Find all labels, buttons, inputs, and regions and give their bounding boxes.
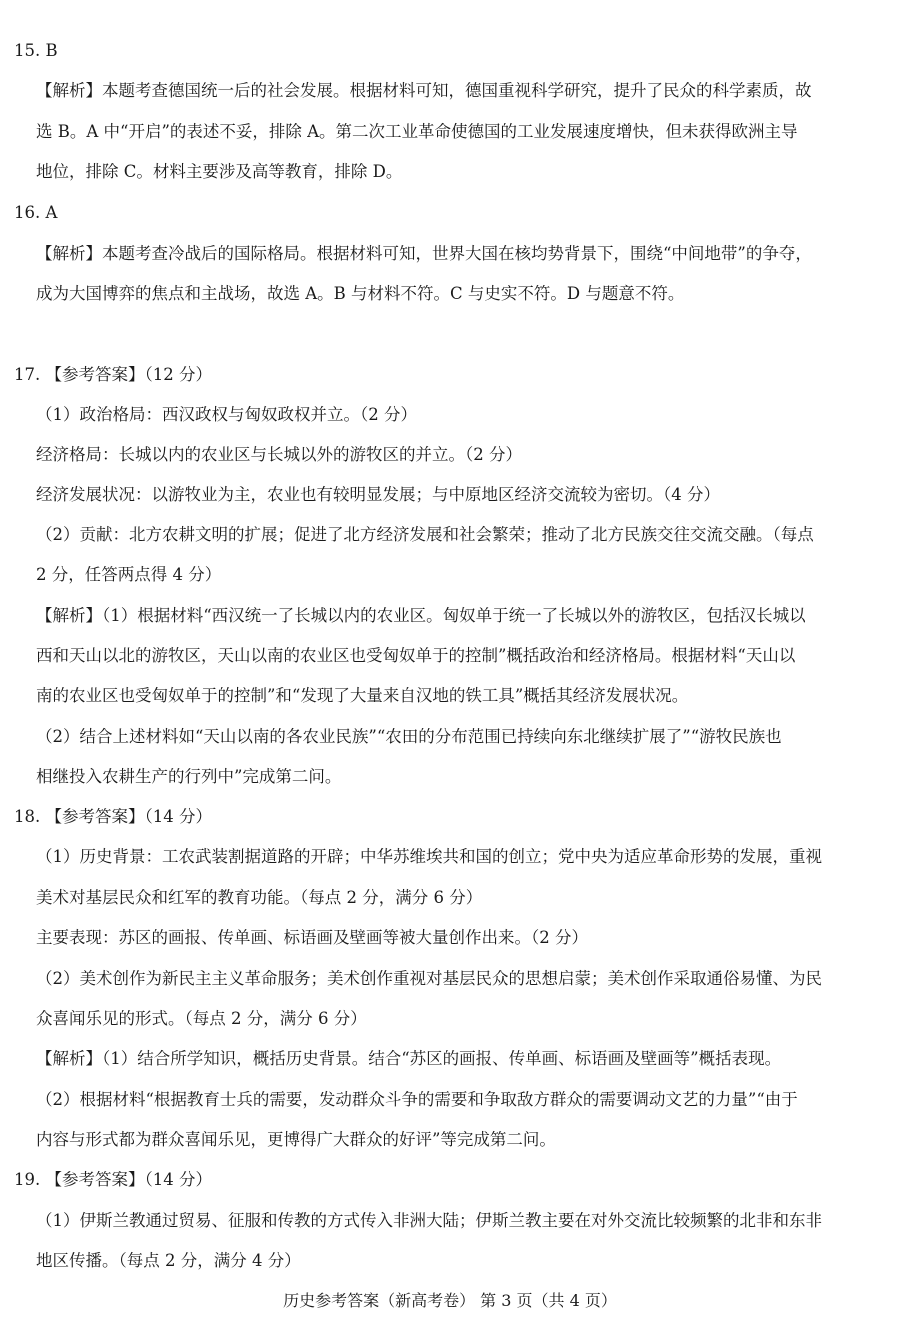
q18-line-6: 【解析】（1）结合所学知识，概括历史背景。结合“苏区的画报、传单画、标语画及壁画等”概括表现。 bbox=[36, 1049, 782, 1068]
page-footer: 历史参考答案（新高考卷） 第 3 页（共 4 页） bbox=[283, 1291, 617, 1310]
q17-line-2: 经济格局：长城以内的农业区与长城以外的游牧区的并立。（2 分） bbox=[36, 445, 522, 464]
q18-line-4: （2）美术创作为新民主主义革命服务；美术创作重视对基层民众的思想启蒙；美术创作采取通俗易懂、为民 bbox=[36, 969, 822, 988]
q17-line-10: 相继投入农耕生产的行列中”完成第二问。 bbox=[36, 767, 342, 786]
q18-line-2: 美术对基层民众和红军的教育功能。（每点 2 分，满分 6 分） bbox=[36, 888, 483, 907]
q17-line-6: 【解析】（1）根据材料“西汉统一了长城以内的农业区。匈奴单于统一了长城以外的游牧区，包括汉长城以 bbox=[36, 606, 806, 625]
q18-line-7: （2）根据材料“根据教育士兵的需要，发动群众斗争的需要和争取敌方群众的需要调动文艺的力量”“由于 bbox=[36, 1090, 798, 1109]
q15-analysis-line-1: 【解析】本题考查德国统一后的社会发展。根据材料可知，德国重视科学研究，提升了民众的科学素质，故 bbox=[36, 81, 812, 100]
q17-header: 17. 【参考答案】（12 分） bbox=[14, 365, 212, 384]
q16-number: 16. A bbox=[14, 203, 58, 222]
q18-line-3: 主要表现：苏区的画报、传单画、标语画及壁画等被大量创作出来。（2 分） bbox=[36, 928, 588, 947]
q17-line-8: 南的农业区也受匈奴单于的控制”和“发现了大量来自汉地的铁工具”概括其经济发展状况。 bbox=[36, 686, 689, 705]
q15-analysis-line-3: 地位，排除 C。材料主要涉及高等教育，排除 D。 bbox=[36, 162, 403, 181]
q17-line-5: 2 分，任答两点得 4 分） bbox=[36, 565, 222, 584]
q16-analysis-line-1: 【解析】本题考查冷战后的国际格局。根据材料可知，世界大国在核均势背景下，围绕“中间地带”的争夺， bbox=[36, 244, 812, 263]
q19-header: 19. 【参考答案】（14 分） bbox=[14, 1170, 212, 1189]
q17-line-7: 西和天山以北的游牧区，天山以南的农业区也受匈奴单于的控制”概括政治和经济格局。根据材料“天山以 bbox=[36, 646, 796, 665]
q18-header: 18. 【参考答案】（14 分） bbox=[14, 807, 212, 826]
q17-line-1: （1）政治格局：西汉政权与匈奴政权并立。（2 分） bbox=[36, 405, 417, 424]
q18-line-5: 众喜闻乐见的形式。（每点 2 分，满分 6 分） bbox=[36, 1009, 367, 1028]
q18-line-8: 内容与形式都为群众喜闻乐见，更博得广大群众的好评”等完成第二问。 bbox=[36, 1130, 556, 1149]
q15-number: 15. B bbox=[14, 41, 58, 60]
q19-line-2: 地区传播。（每点 2 分，满分 4 分） bbox=[36, 1251, 301, 1270]
q19-line-1: （1）伊斯兰教通过贸易、征服和传教的方式传入非洲大陆；伊斯兰教主要在对外交流比较频繁的北非和东非 bbox=[36, 1211, 822, 1230]
q15-analysis-line-2: 选 B。A 中“开启”的表述不妥，排除 A。第二次工业革命使德国的工业发展速度增快，但未获得欧洲主导 bbox=[36, 122, 798, 141]
q17-line-3: 经济发展状况：以游牧业为主，农业也有较明显发展；与中原地区经济交流较为密切。（4 分） bbox=[36, 485, 720, 504]
q18-line-1: （1）历史背景：工农武装割据道路的开辟；中华苏维埃共和国的创立；党中央为适应革命形势的发展，重视 bbox=[36, 847, 822, 866]
q16-analysis-line-2: 成为大国博弈的焦点和主战场，故选 A。B 与材料不符。C 与史实不符。D 与题意不符。 bbox=[36, 284, 685, 303]
q17-line-4: （2）贡献：北方农耕文明的扩展；促进了北方经济发展和社会繁荣；推动了北方民族交往交流交融。（每点 bbox=[36, 525, 814, 544]
q17-line-9: （2）结合上述材料如“天山以南的各农业民族”“农田的分布范围已持续向东北继续扩展了”“游牧民族也 bbox=[36, 727, 782, 746]
